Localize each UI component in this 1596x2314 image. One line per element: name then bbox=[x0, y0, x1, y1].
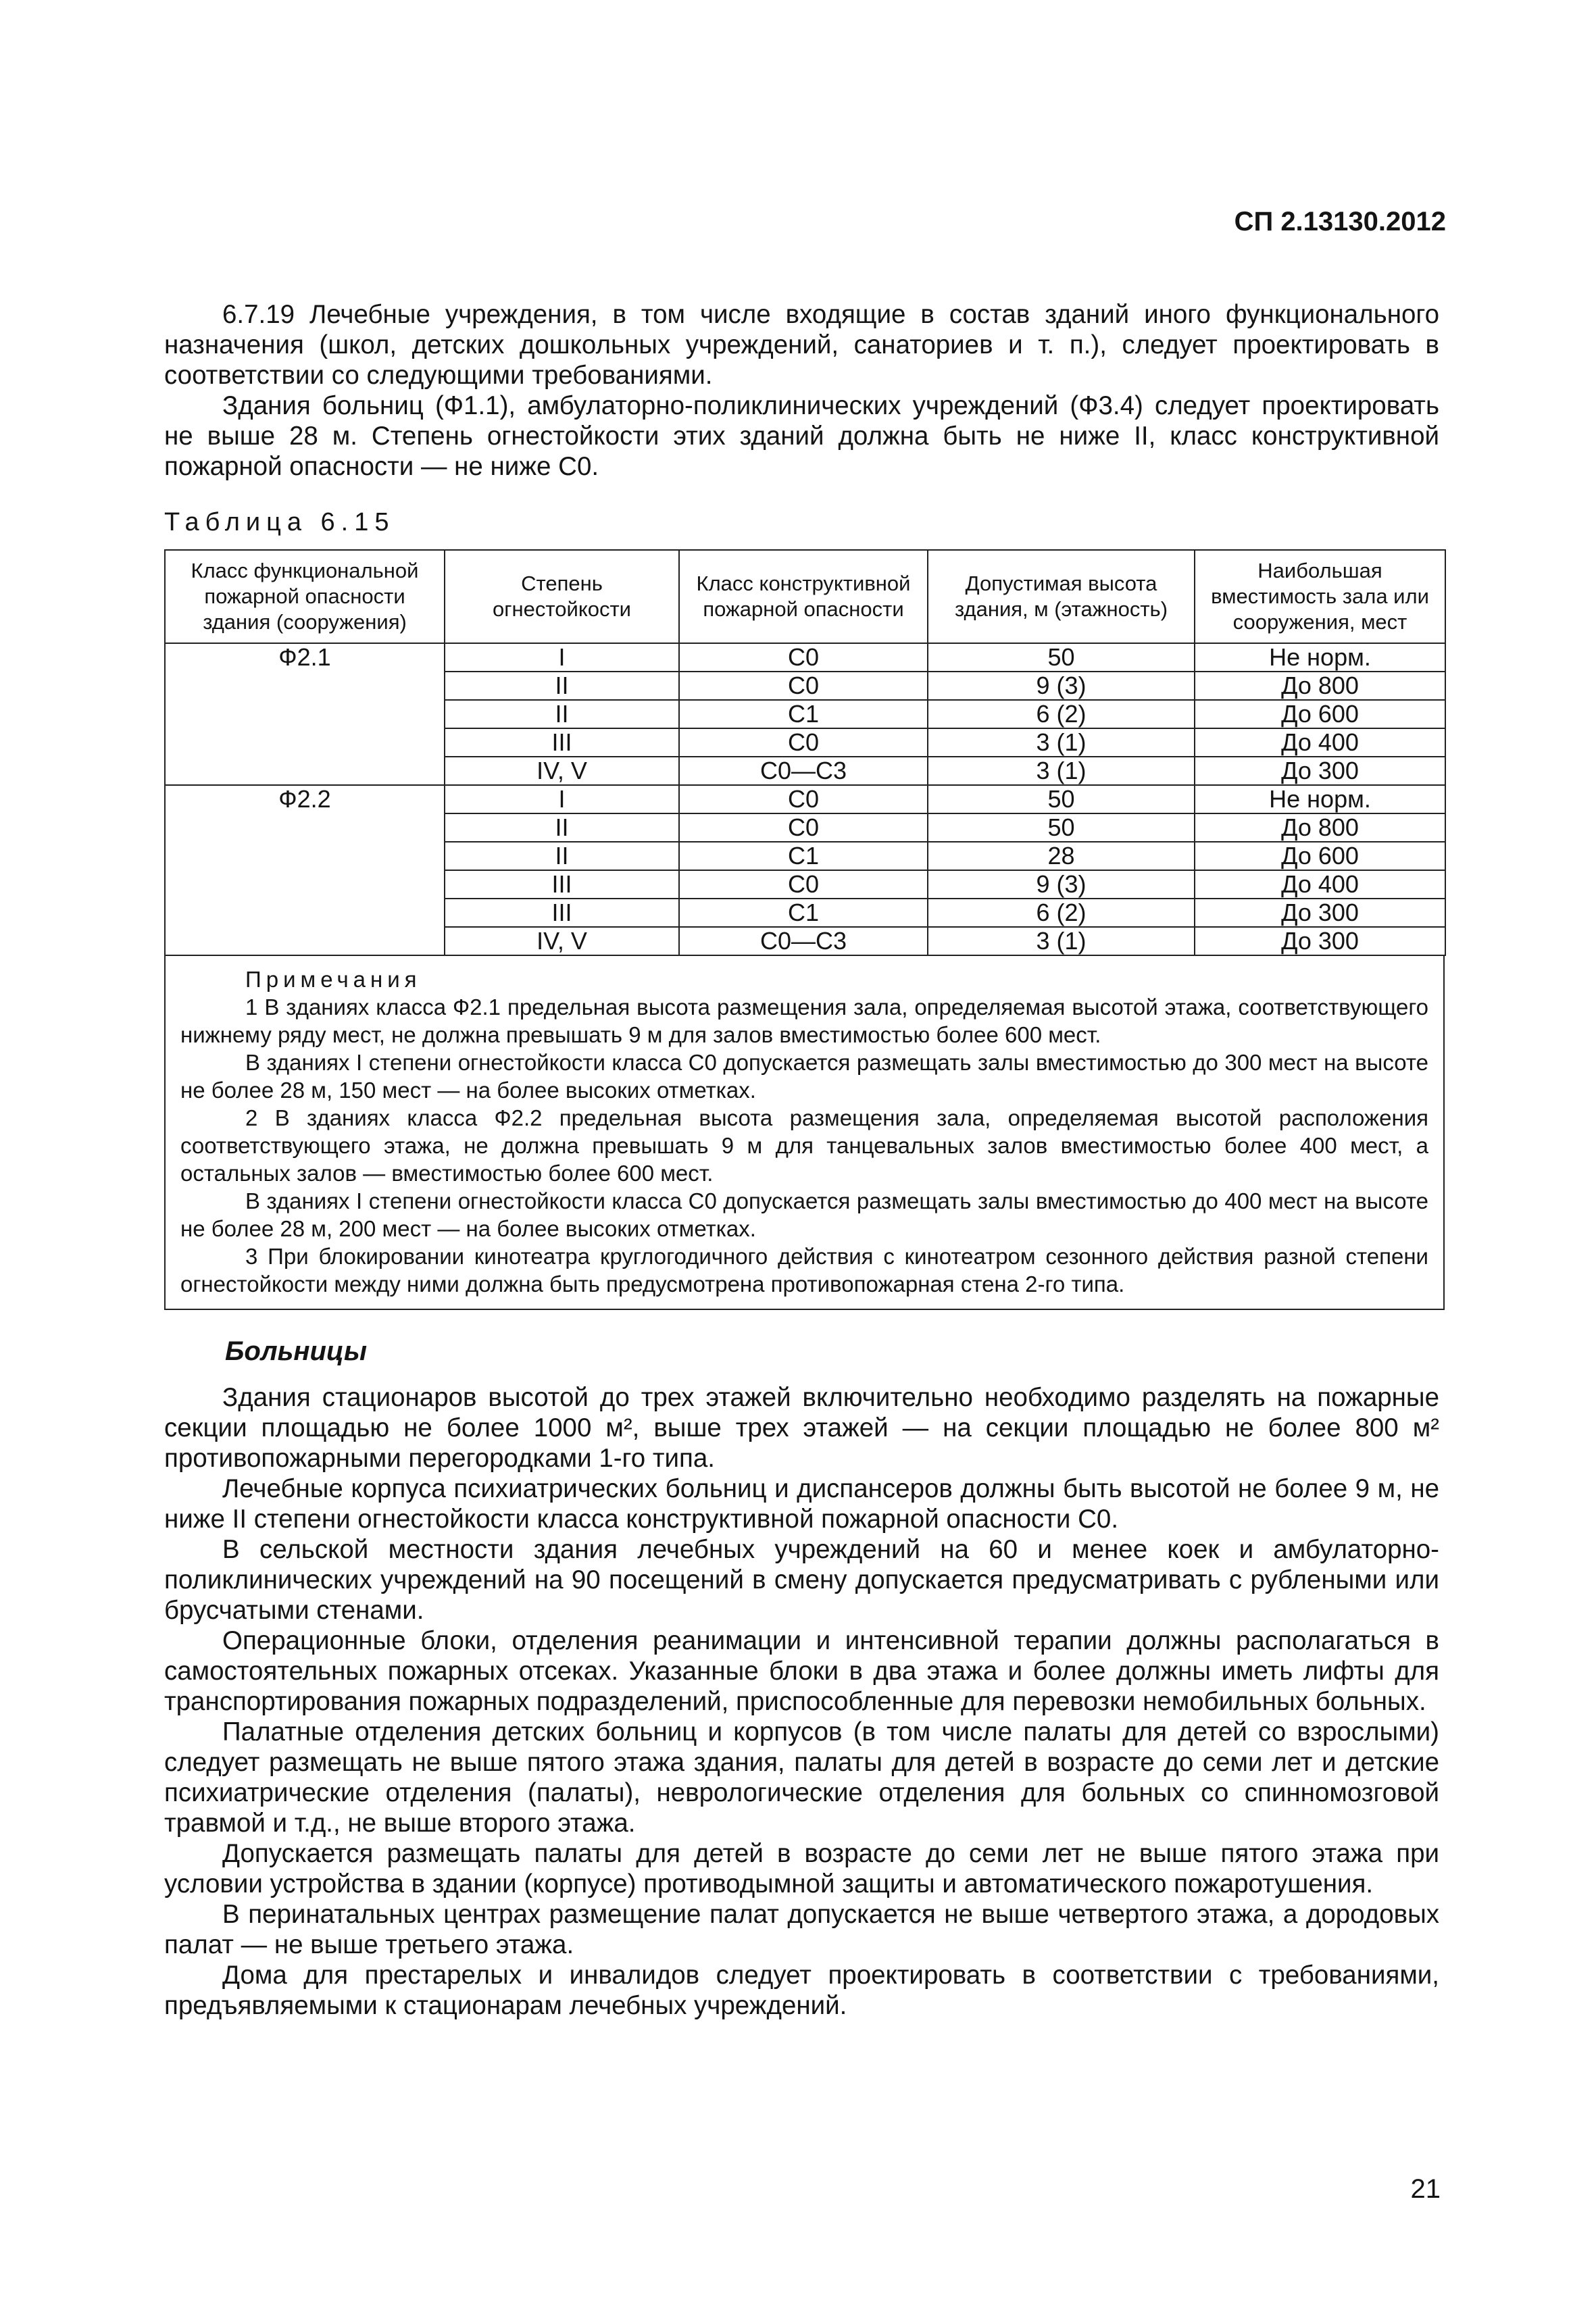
body-paragraph: Дома для престарелых и инвалидов следует проектировать в соответствии с требованиями, предъявляемыми к стационарам лечебных учреждений. bbox=[164, 1961, 1439, 2020]
note-paragraph: 1 В зданиях класса Ф2.1 предельная высота размещения зала, определяемая высотой этажа, соответствующего нижнему ряду мест, не должна превышать 9 м для залов вместимостью более 600 мест. bbox=[180, 995, 1428, 1047]
cell-construction-class: С0 bbox=[679, 643, 928, 672]
table-6-15 bbox=[164, 549, 1445, 1310]
cell-capacity: До 800 bbox=[1195, 672, 1445, 700]
cell-fire-resistance: III bbox=[445, 728, 679, 757]
group-class-cell: Ф2.1 bbox=[165, 643, 445, 785]
note-paragraph: В зданиях I степени огнестойкости класса С0 допускается размещать залы вместимостью до 300 мест на высоте не более 28 м, 150 мест — на более высоких отметках. bbox=[180, 1050, 1428, 1103]
body-paragraph: В сельской местности здания лечебных учреждений на 60 и менее коек и амбулаторно-поликлинических учреждений на 90 посещений в смену допускается предусматривать с рублеными или брусчатыми стенами. bbox=[164, 1535, 1439, 1625]
table-row bbox=[165, 643, 1445, 672]
note-paragraph: 3 При блокировании кинотеатра круглогодичного действия с кинотеатром сезонного действия разной степени огнестойкости между ними должна быть предусмотрена противопожарная стена 2-го типа. bbox=[180, 1244, 1428, 1297]
table-row bbox=[165, 785, 1445, 813]
cell-fire-resistance: II bbox=[445, 672, 679, 700]
body-paragraph: Здания стационаров высотой до трех этажей включительно необходимо разделять на пожарные секции площадью не более 1000 м², выше трех этажей — на секции площадью не более 800 м² противопожарными перегородками 1-го типа. bbox=[164, 1383, 1439, 1473]
cell-construction-class: С0—С3 bbox=[679, 757, 928, 785]
intro-paragraph: Здания больниц (Ф1.1), амбулаторно-поликлинических учреждений (Ф3.4) следует проектировать не выше 28 м. Степень огнестойкости этих зданий должна быть не ниже II, класс конструктивной пожарной опасности — не ниже С0. bbox=[164, 391, 1439, 481]
cell-height: 3 (1) bbox=[928, 728, 1195, 757]
cell-construction-class: С0 bbox=[679, 672, 928, 700]
cell-height: 6 (2) bbox=[928, 700, 1195, 728]
header-functional-class: Класс функциональной пожарной опасности здания (сооружения) bbox=[165, 550, 445, 643]
cell-capacity: До 300 bbox=[1195, 757, 1445, 785]
fire-safety-table bbox=[164, 549, 1446, 956]
cell-fire-resistance: III bbox=[445, 870, 679, 899]
group-class-cell: Ф2.2 bbox=[165, 785, 445, 955]
cell-fire-resistance: I bbox=[445, 643, 679, 672]
note-paragraph: В зданиях I степени огнестойкости класса С0 допускается размещать залы вместимостью до 400 мест на высоте не более 28 м, 200 мест — на более высоких отметках. bbox=[180, 1188, 1428, 1241]
cell-fire-resistance: IV, V bbox=[445, 757, 679, 785]
cell-height: 3 (1) bbox=[928, 757, 1195, 785]
table-header-row bbox=[165, 550, 1445, 643]
cell-fire-resistance: II bbox=[445, 700, 679, 728]
cell-construction-class: С1 bbox=[679, 899, 928, 927]
header-allowed-height: Допустимая высота здания, м (этажность) bbox=[928, 550, 1195, 643]
cell-construction-class: С0 bbox=[679, 785, 928, 813]
cell-height: 6 (2) bbox=[928, 899, 1195, 927]
header-max-capacity: Наибольшая вместимость зала или сооружения, мест bbox=[1195, 550, 1445, 643]
cell-fire-resistance: III bbox=[445, 899, 679, 927]
cell-construction-class: С0 bbox=[679, 870, 928, 899]
cell-fire-resistance: I bbox=[445, 785, 679, 813]
body-paragraph: Допускается размещать палаты для детей в возрасте до семи лет не выше пятого этажа при условии устройства в здании (корпусе) противодымной защиты и автоматического пожаротушения. bbox=[164, 1839, 1439, 1898]
cell-capacity: До 600 bbox=[1195, 700, 1445, 728]
cell-height: 9 (3) bbox=[928, 672, 1195, 700]
table-caption: Таблица 6.15 bbox=[164, 508, 395, 536]
intro-paragraph: 6.7.19 Лечебные учреждения, в том числе входящие в состав зданий иного функционального назначения (школ, детских дошкольных учреждений, санаториев и т. п.), следует проектировать в соответствии со следующими требованиями. bbox=[164, 300, 1439, 390]
cell-height: 9 (3) bbox=[928, 870, 1195, 899]
header-construction-class: Класс конструктивной пожарной опасности bbox=[679, 550, 928, 643]
cell-height: 50 bbox=[928, 785, 1195, 813]
cell-fire-resistance: II bbox=[445, 813, 679, 842]
cell-capacity: До 300 bbox=[1195, 899, 1445, 927]
body-paragraph: В перинатальных центрах размещение палат допускается не выше четвертого этажа, а дородовых палат — не выше третьего этажа. bbox=[164, 1900, 1439, 1959]
cell-fire-resistance: II bbox=[445, 842, 679, 870]
page-number: 21 bbox=[1410, 2174, 1441, 2204]
cell-construction-class: С0 bbox=[679, 813, 928, 842]
cell-height: 28 bbox=[928, 842, 1195, 870]
intro-section bbox=[164, 299, 1439, 482]
body-paragraph: Лечебные корпуса психиатрических больниц и диспансеров должны быть высотой не более 9 м, не ниже II степени огнестойкости класса конструктивной пожарной опасности С0. bbox=[164, 1474, 1439, 1534]
cell-construction-class: С0 bbox=[679, 728, 928, 757]
cell-capacity: Не норм. bbox=[1195, 785, 1445, 813]
cell-height: 3 (1) bbox=[928, 927, 1195, 955]
note-paragraph: 2 В зданиях класса Ф2.2 предельная высота размещения зала, определяемая высотой расположения соответствующего этажа, не должна превышать 9 м для танцевальных залов вместимостью более 400 мест, а остальных залов — вместимостью более 600 мест. bbox=[180, 1105, 1428, 1186]
header-fire-resistance: Степень огнестойкости bbox=[445, 550, 679, 643]
body-paragraph: Операционные блоки, отделения реанимации и интенсивной терапии должны располагаться в самостоятельных пожарных отсеках. Указанные блоки в два этажа и более должны иметь лифты для транспортирования пожарных подразделений, приспособленные для перевозки немобильных больных. bbox=[164, 1626, 1439, 1716]
table-notes bbox=[164, 956, 1445, 1310]
cell-construction-class: С1 bbox=[679, 842, 928, 870]
body-paragraph: Палатные отделения детских больниц и корпусов (в том числе палаты для детей со взрослыми) следует размещать не выше пятого этажа здания, палаты для детей в возрасте до семи лет и детские психиатрические отделения (палаты), неврологические отделения для больных со спинномозговой травмой и т.д., не выше второго этажа. bbox=[164, 1717, 1439, 1838]
cell-construction-class: С0—С3 bbox=[679, 927, 928, 955]
cell-capacity: До 400 bbox=[1195, 728, 1445, 757]
cell-capacity: До 400 bbox=[1195, 870, 1445, 899]
cell-capacity: До 600 bbox=[1195, 842, 1445, 870]
cell-capacity: До 800 bbox=[1195, 813, 1445, 842]
cell-capacity: Не норм. bbox=[1195, 643, 1445, 672]
hospitals-section bbox=[164, 1382, 1439, 2021]
notes-title: Примечания bbox=[245, 967, 422, 992]
cell-fire-resistance: IV, V bbox=[445, 927, 679, 955]
document-code: СП 2.13130.2012 bbox=[1234, 207, 1446, 236]
cell-height: 50 bbox=[928, 813, 1195, 842]
cell-capacity: До 300 bbox=[1195, 927, 1445, 955]
cell-construction-class: С1 bbox=[679, 700, 928, 728]
cell-height: 50 bbox=[928, 643, 1195, 672]
section-heading: Больницы bbox=[225, 1336, 367, 1366]
